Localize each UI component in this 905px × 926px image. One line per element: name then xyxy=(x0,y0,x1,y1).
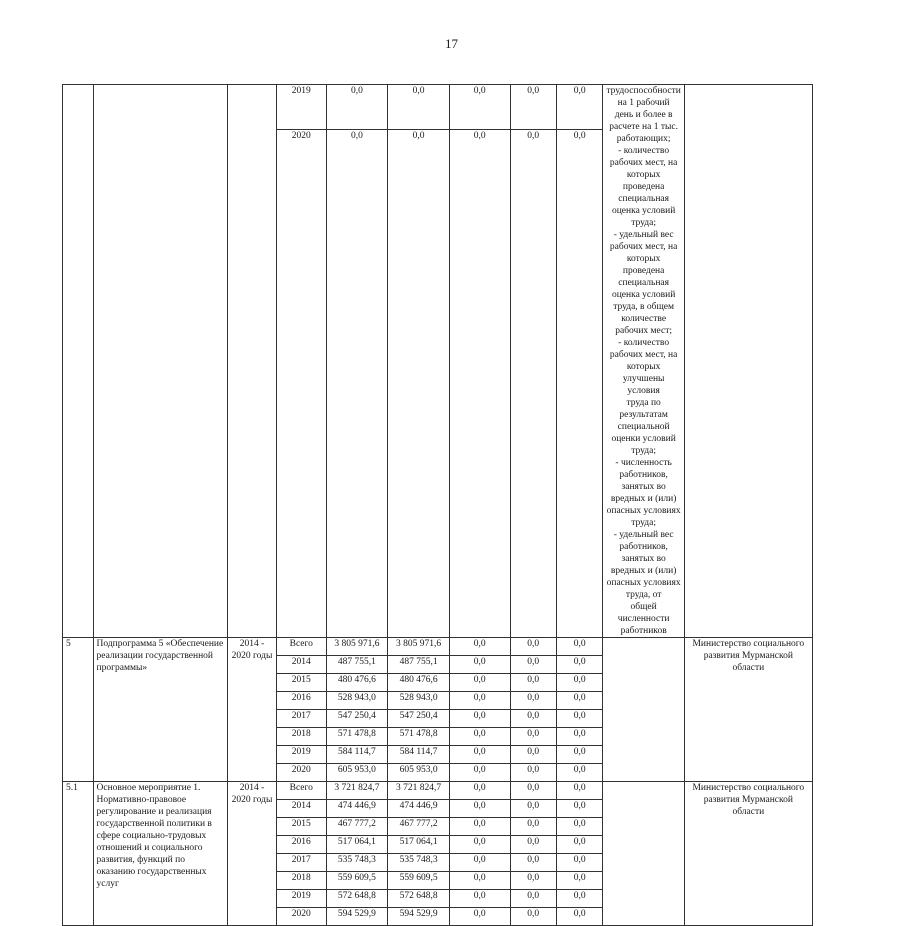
table-row xyxy=(63,782,905,800)
value-cell: 0,0 xyxy=(510,638,556,656)
value-cell: 571 478,8 xyxy=(326,728,388,746)
value-cell: 0,0 xyxy=(510,85,556,130)
value-cell: 559 609,5 xyxy=(326,872,388,890)
year-cell: Всего xyxy=(277,782,327,800)
value-cell: 0,0 xyxy=(510,836,556,854)
indicator-line: оценка условий труда; xyxy=(611,206,676,228)
indicator-line: которых улучшены условия xyxy=(622,362,665,396)
value-cell: 0,0 xyxy=(510,872,556,890)
year-cell: 2015 xyxy=(277,818,327,836)
value-cell: 0,0 xyxy=(556,764,602,782)
value-cell: 0,0 xyxy=(556,890,602,908)
value-cell: 0,0 xyxy=(449,728,510,746)
table-row xyxy=(63,638,905,656)
value-cell: 0,0 xyxy=(449,674,510,692)
section-period: 2014 - 2020 годы xyxy=(227,638,276,782)
section-responsible: Министерство социального развития Мурманской области xyxy=(684,782,812,926)
value-cell: 480 476,6 xyxy=(326,674,388,692)
value-cell: 0,0 xyxy=(326,85,388,130)
indicator-line: опасных условиях труда, от xyxy=(606,578,681,600)
indicator-line: - количество рабочих мест, на xyxy=(609,146,678,168)
value-cell: 0,0 xyxy=(510,800,556,818)
year-cell: 2020 xyxy=(277,908,327,926)
value-cell: 0,0 xyxy=(510,782,556,800)
value-cell: 0,0 xyxy=(556,746,602,764)
value-cell: 0,0 xyxy=(449,638,510,656)
value-cell: 0,0 xyxy=(556,728,602,746)
value-cell: 0,0 xyxy=(556,782,602,800)
value-cell: 487 755,1 xyxy=(326,656,388,674)
value-cell: 0,0 xyxy=(510,710,556,728)
indicator-line: специальной оценки условий xyxy=(611,422,676,444)
year-cell: 2014 xyxy=(277,656,327,674)
value-cell: 0,0 xyxy=(449,782,510,800)
indicator-line: труда; xyxy=(631,446,656,456)
year-cell: 2014 xyxy=(277,800,327,818)
value-cell: 517 064,1 xyxy=(388,836,450,854)
value-cell: 0,0 xyxy=(556,674,602,692)
section-number: 5.1 xyxy=(63,782,94,926)
indicator-line: которых проведена специальная xyxy=(618,170,669,204)
value-cell: 0,0 xyxy=(326,130,388,638)
value-cell: 0,0 xyxy=(449,836,510,854)
year-cell: 2018 xyxy=(277,728,327,746)
section-period: 2014 - 2020 годы xyxy=(227,782,276,926)
indicator-line: трудоспособности на 1 рабочий xyxy=(606,86,681,108)
value-cell: 0,0 xyxy=(556,692,602,710)
year-cell: 2016 xyxy=(277,692,327,710)
value-cell: 0,0 xyxy=(510,130,556,638)
indicator-line: количестве рабочих мест; xyxy=(615,314,673,336)
value-cell: 0,0 xyxy=(449,872,510,890)
value-cell: 605 953,0 xyxy=(388,764,450,782)
indicator-line: занятых во вредных и (или) xyxy=(610,482,677,504)
indicator-line: - численность работников, xyxy=(615,458,672,480)
empty-cell xyxy=(603,782,684,926)
value-cell: 0,0 xyxy=(510,746,556,764)
value-cell: 0,0 xyxy=(449,818,510,836)
value-cell: 0,0 xyxy=(510,818,556,836)
value-cell: 474 446,9 xyxy=(326,800,388,818)
value-cell: 0,0 xyxy=(556,908,602,926)
value-cell: 0,0 xyxy=(556,854,602,872)
indicator-line: труда по результатам xyxy=(619,398,668,420)
value-cell: 547 250,4 xyxy=(326,710,388,728)
section-name: Подпрограмма 5 «Обеспечение реализации государственной программы» xyxy=(93,638,227,782)
value-cell: 487 755,1 xyxy=(388,656,450,674)
value-cell: 0,0 xyxy=(510,692,556,710)
value-cell: 559 609,5 xyxy=(388,872,450,890)
table-row xyxy=(63,85,905,130)
value-cell: 0,0 xyxy=(510,674,556,692)
indicator-line: которых проведена специальная xyxy=(618,254,669,288)
value-cell: 0,0 xyxy=(510,764,556,782)
value-cell: 0,0 xyxy=(556,800,602,818)
value-cell: 0,0 xyxy=(449,908,510,926)
value-cell: 572 648,8 xyxy=(388,890,450,908)
empty-cell xyxy=(684,85,812,638)
value-cell: 605 953,0 xyxy=(326,764,388,782)
section-number: 5 xyxy=(63,638,94,782)
section-responsible: Министерство социального развития Мурманской области xyxy=(684,638,812,782)
value-cell: 584 114,7 xyxy=(326,746,388,764)
year-cell: 2015 xyxy=(277,674,327,692)
indicator-line: опасных условиях труда; xyxy=(606,506,681,528)
value-cell: 0,0 xyxy=(556,130,602,638)
year-cell: 2020 xyxy=(277,764,327,782)
value-cell: 0,0 xyxy=(556,85,602,130)
year-cell: 2019 xyxy=(277,890,327,908)
value-cell: 0,0 xyxy=(449,764,510,782)
page-number: 17 xyxy=(445,36,458,51)
value-cell: 3 721 824,7 xyxy=(326,782,388,800)
value-cell: 0,0 xyxy=(388,85,450,130)
indicator-line: - удельный вес работников, xyxy=(613,530,674,552)
empty-cell xyxy=(227,85,276,638)
empty-cell xyxy=(93,85,227,638)
indicator-line: работающих; xyxy=(616,134,671,144)
value-cell: 0,0 xyxy=(449,85,510,130)
value-cell: 572 648,8 xyxy=(326,890,388,908)
value-cell: 0,0 xyxy=(556,656,602,674)
value-cell: 467 777,2 xyxy=(326,818,388,836)
year-cell: 2016 xyxy=(277,836,327,854)
year-cell: 2018 xyxy=(277,872,327,890)
value-cell: 594 529,9 xyxy=(326,908,388,926)
value-cell: 480 476,6 xyxy=(388,674,450,692)
value-cell: 3 721 824,7 xyxy=(388,782,450,800)
indicator-line: оценка условий труда, в общем xyxy=(611,290,676,312)
value-cell: 0,0 xyxy=(510,728,556,746)
value-cell: 571 478,8 xyxy=(388,728,450,746)
value-cell: 0,0 xyxy=(510,908,556,926)
value-cell: 0,0 xyxy=(510,890,556,908)
table-body xyxy=(63,85,905,926)
value-cell: 594 529,9 xyxy=(388,908,450,926)
indicator-line: - количество рабочих мест, на xyxy=(609,338,678,360)
value-cell: 0,0 xyxy=(449,890,510,908)
year-cell: Всего xyxy=(277,638,327,656)
value-cell: 3 805 971,6 xyxy=(326,638,388,656)
value-cell: 0,0 xyxy=(556,836,602,854)
value-cell: 0,0 xyxy=(556,710,602,728)
value-cell: 474 446,9 xyxy=(388,800,450,818)
value-cell: 3 805 971,6 xyxy=(388,638,450,656)
value-cell: 0,0 xyxy=(449,692,510,710)
year-cell: 2020 xyxy=(277,130,327,638)
value-cell: 0,0 xyxy=(556,638,602,656)
value-cell: 0,0 xyxy=(449,656,510,674)
year-cell: 2017 xyxy=(277,710,327,728)
value-cell: 584 114,7 xyxy=(388,746,450,764)
indicator-cell xyxy=(603,85,684,638)
value-cell: 0,0 xyxy=(449,746,510,764)
value-cell: 528 943,0 xyxy=(326,692,388,710)
value-cell: 0,0 xyxy=(510,854,556,872)
value-cell: 535 748,3 xyxy=(326,854,388,872)
value-cell: 467 777,2 xyxy=(388,818,450,836)
value-cell: 0,0 xyxy=(556,872,602,890)
value-cell: 0,0 xyxy=(388,130,450,638)
empty-cell xyxy=(603,638,684,782)
value-cell: 0,0 xyxy=(449,854,510,872)
year-cell: 2019 xyxy=(277,85,327,130)
value-cell: 0,0 xyxy=(449,710,510,728)
program-table xyxy=(62,84,905,926)
value-cell: 547 250,4 xyxy=(388,710,450,728)
value-cell: 535 748,3 xyxy=(388,854,450,872)
indicator-line: день и более в расчете на 1 тыс. xyxy=(609,110,678,132)
value-cell: 0,0 xyxy=(510,656,556,674)
year-cell: 2019 xyxy=(277,746,327,764)
year-cell: 2017 xyxy=(277,854,327,872)
indicator-line: занятых во вредных и (или) xyxy=(610,554,677,576)
value-cell: 0,0 xyxy=(556,818,602,836)
section-name: Основное мероприятие 1. Нормативно-правовое регулирование и реализация государственной политики в сфере социально-трудовых отношений и социального развития, функций по оказанию государственных услуг xyxy=(93,782,227,926)
value-cell: 517 064,1 xyxy=(326,836,388,854)
indicator-line: - удельный вес рабочих мест, на xyxy=(609,230,678,252)
value-cell: 0,0 xyxy=(449,130,510,638)
indicator-line: общей численности работников xyxy=(617,602,670,636)
empty-cell xyxy=(63,85,94,638)
value-cell: 0,0 xyxy=(449,800,510,818)
value-cell: 528 943,0 xyxy=(388,692,450,710)
